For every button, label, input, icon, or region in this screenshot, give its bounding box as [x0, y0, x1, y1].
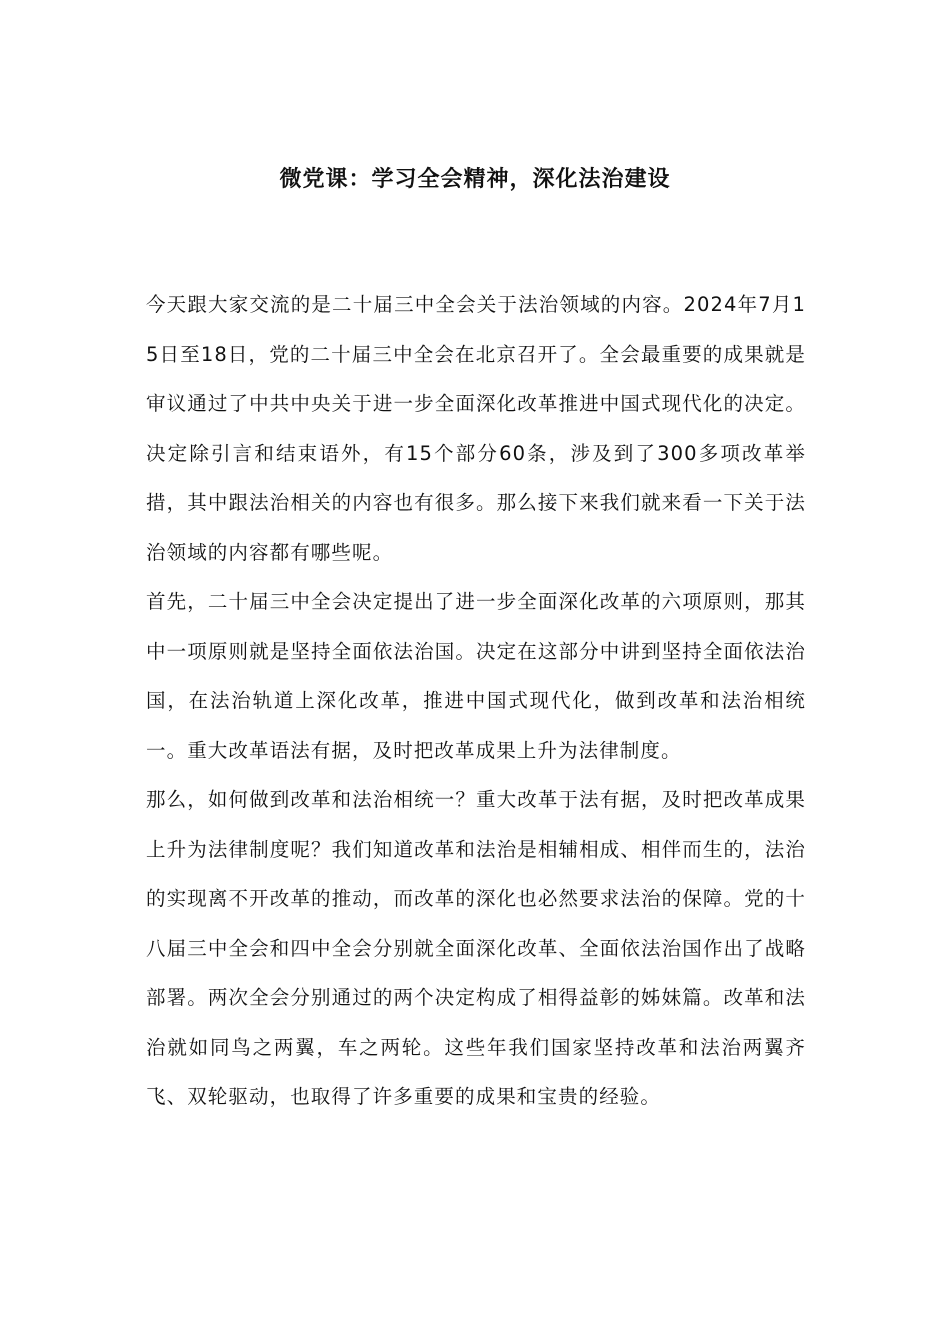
- document-body: [146, 280, 806, 1122]
- document-title: 微党课：学习全会精神，深化法治建设: [279, 167, 671, 192]
- paragraph-reform-and-rule-of-law: 那么，如何做到改革和法治相统一？重大改革于法有据，及时把改革成果上升为法律制度呢？我们知道改革和法治是相辅相成、相伴而生的，法治的实现离不开改革的推动，而改革的深化也必然要求法治的保障。党的十八届三中全会和四中全会分别就全面深化改革、全面依法治国作出了战略部署。两次全会分别通过的两个决定构成了相得益彰的姊妹篇。改革和法治就如同鸟之两翼，车之两轮。这些年我们国家坚持改革和法治两翼齐飞、双轮驱动，也取得了许多重要的成果和宝贵的经验。: [146, 788, 806, 1108]
- paragraph-principles: 首先，二十届三中全会决定提出了进一步全面深化改革的六项原则，那其中一项原则就是坚持全面依法治国。决定在这部分中讲到坚持全面依法治国，在法治轨道上深化改革，推进中国式现代化，做到改革和法治相统一。重大改革语法有据，及时把改革成果上升为法律制度。: [146, 590, 806, 762]
- paragraph-intro: 今天跟大家交流的是二十届三中全会关于法治领域的内容。2024年7月15日至18日，党的二十届三中全会在北京召开了。全会最重要的成果就是审议通过了中共中央关于进一步全面深化改革推进中国式现代化的决定。决定除引言和结束语外，有15个部分60条，涉及到了300多项改革举措，其中跟法治相关的内容也有很多。那么接下来我们就来看一下关于法治领域的内容都有哪些呢。: [146, 293, 806, 564]
